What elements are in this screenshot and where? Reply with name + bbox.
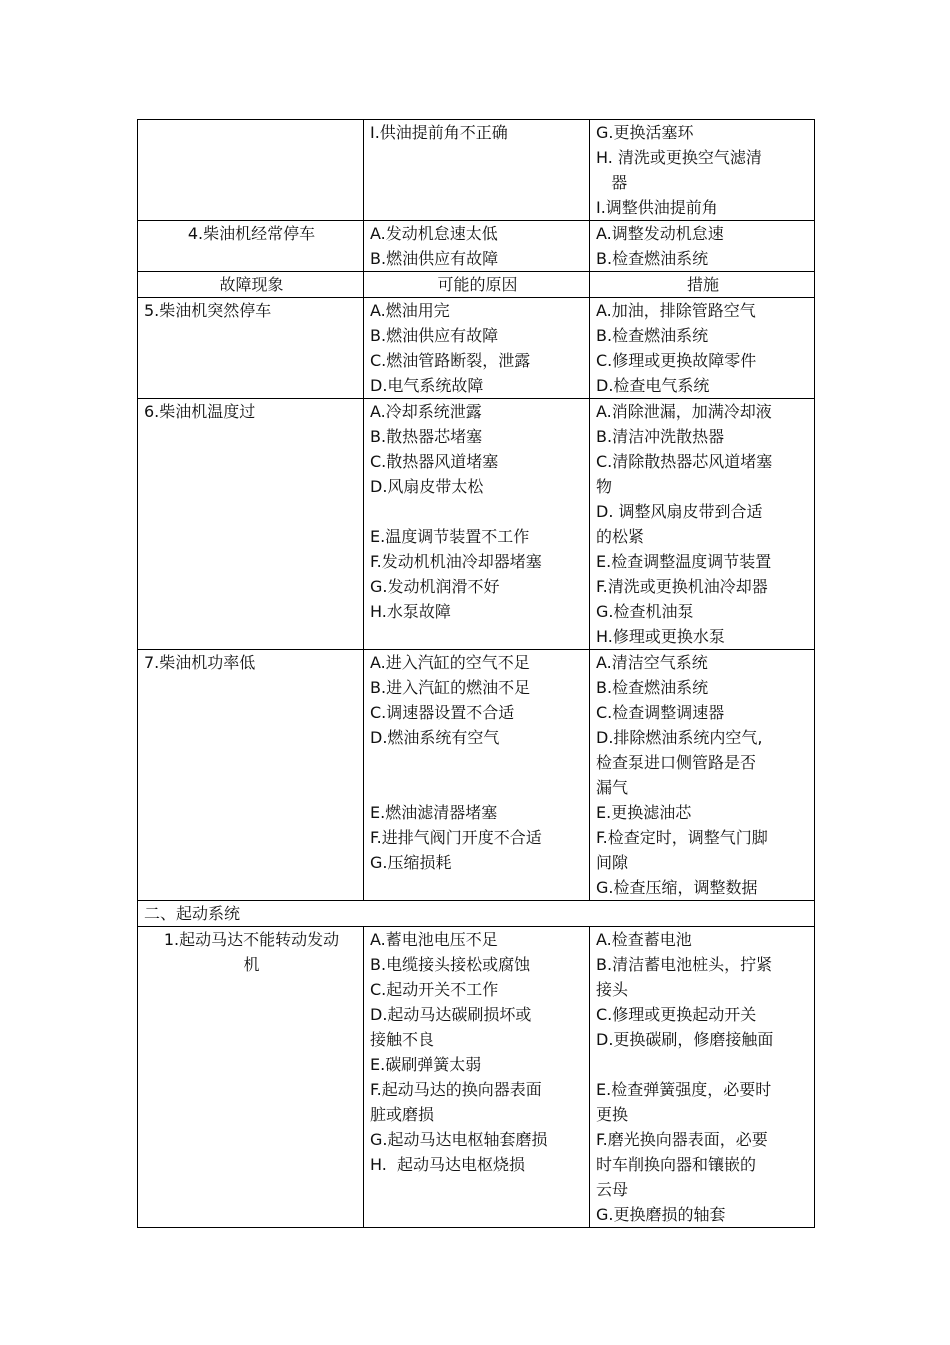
- cause-text: D.电气系统故障: [370, 376, 484, 395]
- cause-text: C.调速器设置不合适: [370, 703, 515, 722]
- symptom-text: 7.柴油机功率低: [144, 653, 256, 672]
- cause-text: B.燃油供应有故障: [370, 249, 499, 268]
- fix-text: E.更换滤油芯: [596, 803, 692, 822]
- cause-text: I.供油提前角不正确: [370, 123, 508, 142]
- symptom-text: 机: [243, 955, 260, 974]
- fix-text: G.更换磨损的轴套: [596, 1205, 726, 1224]
- cause-text: H.水泵故障: [370, 602, 451, 621]
- fix-text: F.清洗或更换机油冷却器: [596, 577, 768, 596]
- fix-text: C.修理或更换故障零件: [596, 351, 757, 370]
- cause-text: 脏或磨损: [370, 1105, 435, 1124]
- fix-text: D. 调整风扇皮带到合适: [596, 502, 763, 521]
- fix-text: D.更换碳刷，修磨接触面: [596, 1030, 774, 1049]
- cause-text: D.风扇皮带太松: [370, 477, 484, 496]
- blank-line: [144, 120, 359, 145]
- fix-text: A.检查蓄电池: [596, 930, 692, 949]
- fix-text: C.检查调整调速器: [596, 703, 725, 722]
- fix-text: H. 清洗或更换空气滤清: [596, 148, 762, 167]
- column-header-label: 措施: [686, 275, 719, 294]
- table-row: [138, 298, 815, 399]
- table-row: [138, 927, 815, 1228]
- symptom-cell: [138, 927, 364, 1228]
- cause-text: B.燃油供应有故障: [370, 326, 499, 345]
- fix-text: G.检查压缩，调整数据: [596, 878, 758, 897]
- cause-text: D.燃油系统有空气: [370, 728, 500, 747]
- cause-text: 接触不良: [370, 1030, 435, 1049]
- fix-text: E.检查弹簧强度，必要时: [596, 1080, 772, 1099]
- cause-cell: [364, 298, 590, 399]
- cause-text: B.散热器芯堵塞: [370, 427, 483, 446]
- symptom-text: 5.柴油机突然停车: [144, 301, 272, 320]
- fix-cell: [590, 298, 815, 399]
- column-header: [590, 272, 815, 298]
- symptom-text: 6.柴油机温度过: [144, 402, 256, 421]
- table-header-row: [138, 272, 815, 298]
- fix-cell: [590, 399, 815, 650]
- fix-text: H.修理或更换水泵: [596, 627, 725, 646]
- table-row: [138, 650, 815, 901]
- fix-text: G.更换活塞环: [596, 123, 694, 142]
- fix-text: C.清除散热器芯风道堵塞: [596, 452, 773, 471]
- fix-text: I.调整供油提前角: [596, 198, 718, 217]
- table-body: [138, 120, 815, 1228]
- blank-line: [596, 1052, 810, 1077]
- fix-text: 接头: [596, 980, 629, 999]
- cause-text: F.进排气阀门开度不合适: [370, 828, 542, 847]
- cause-text: A.冷却系统泄露: [370, 402, 482, 421]
- blank-line: [370, 775, 585, 800]
- section-row: [138, 901, 815, 927]
- fix-text: F.检查定时，调整气门脚: [596, 828, 768, 847]
- fix-text: 物: [596, 477, 613, 496]
- cause-text: F.起动马达的换向器表面: [370, 1080, 542, 1099]
- cause-text: A.进入汽缸的空气不足: [370, 653, 530, 672]
- fix-text: E.检查调整温度调节装置: [596, 552, 772, 571]
- blank-line: [370, 499, 585, 524]
- blank-line: [370, 750, 585, 775]
- cause-text: A.燃油用完: [370, 301, 450, 320]
- table-row: [138, 399, 815, 650]
- fix-text: 时车削换向器和镶嵌的: [596, 1155, 757, 1174]
- fix-text: D.排除燃油系统内空气,: [596, 728, 763, 747]
- fix-text: C.修理或更换起动开关: [596, 1005, 757, 1024]
- cause-text: A.蓄电池电压不足: [370, 930, 498, 949]
- cause-text: A.发动机怠速太低: [370, 224, 498, 243]
- fix-cell: [590, 221, 815, 272]
- cause-text: D.起动马达碳刷损坏或: [370, 1005, 532, 1024]
- symptom-text: 1.起动马达不能转动发动: [163, 930, 340, 949]
- table-row: [138, 120, 815, 221]
- cause-cell: [364, 221, 590, 272]
- fix-text: B.检查燃油系统: [596, 678, 709, 697]
- table-row: [138, 221, 815, 272]
- troubleshooting-table: [137, 119, 815, 1228]
- section-title-cell: [138, 901, 815, 927]
- fix-text: 器: [596, 173, 628, 192]
- cause-cell: [364, 120, 590, 221]
- section-title: 二、起动系统: [144, 904, 241, 923]
- cause-cell: [364, 927, 590, 1228]
- fix-cell: [590, 120, 815, 221]
- fix-text: A.消除泄漏，加满冷却液: [596, 402, 772, 421]
- fix-text: B.清洁冲洗散热器: [596, 427, 725, 446]
- fix-text: 的松紧: [596, 527, 645, 546]
- column-header-label: 可能的原因: [437, 275, 518, 294]
- fix-text: 漏气: [596, 778, 629, 797]
- cause-text: F.发动机机油冷却器堵塞: [370, 552, 542, 571]
- cause-text: E.温度调节装置不工作: [370, 527, 530, 546]
- fix-text: 检查泵进口侧管路是否: [596, 753, 757, 772]
- column-header: [138, 272, 364, 298]
- fix-text: F.磨光换向器表面，必要: [596, 1130, 768, 1149]
- fix-text: B.检查燃油系统: [596, 326, 709, 345]
- fix-text: 云母: [596, 1180, 629, 1199]
- fix-text: D.检查电气系统: [596, 376, 710, 395]
- fix-text: 间隙: [596, 853, 629, 872]
- cause-text: B.电缆接头接松或腐蚀: [370, 955, 531, 974]
- symptom-cell: [138, 650, 364, 901]
- cause-text: C.散热器风道堵塞: [370, 452, 499, 471]
- symptom-text: 4.柴油机经常停车: [187, 224, 316, 243]
- fix-text: B.检查燃油系统: [596, 249, 709, 268]
- symptom-cell: [138, 120, 364, 221]
- cause-cell: [364, 650, 590, 901]
- cause-text: E.碳刷弹簧太弱: [370, 1055, 482, 1074]
- fix-text: 更换: [596, 1105, 629, 1124]
- fix-cell: [590, 650, 815, 901]
- column-header-label: 故障现象: [219, 275, 284, 294]
- fix-text: A.加油，排除管路空气: [596, 301, 756, 320]
- column-header: [364, 272, 590, 298]
- cause-text: C.燃油管路断裂，泄露: [370, 351, 531, 370]
- symptom-cell: [138, 399, 364, 650]
- fix-cell: [590, 927, 815, 1228]
- fix-text: A.调整发动机怠速: [596, 224, 724, 243]
- cause-cell: [364, 399, 590, 650]
- fix-text: G.检查机油泵: [596, 602, 694, 621]
- cause-text: B.进入汽缸的燃油不足: [370, 678, 531, 697]
- cause-text: G.发动机润滑不好: [370, 577, 500, 596]
- cause-text: G.起动马达电枢轴套磨损: [370, 1130, 548, 1149]
- cause-text: C.起动开关不工作: [370, 980, 499, 999]
- cause-text: E.燃油滤清器堵塞: [370, 803, 498, 822]
- fix-text: B.清洁蓄电池桩头，拧紧: [596, 955, 773, 974]
- symptom-cell: [138, 221, 364, 272]
- fix-text: A.清洁空气系统: [596, 653, 708, 672]
- symptom-cell: [138, 298, 364, 399]
- cause-text: G.压缩损耗: [370, 853, 452, 872]
- cause-text: H. 起动马达电枢烧损: [370, 1155, 526, 1174]
